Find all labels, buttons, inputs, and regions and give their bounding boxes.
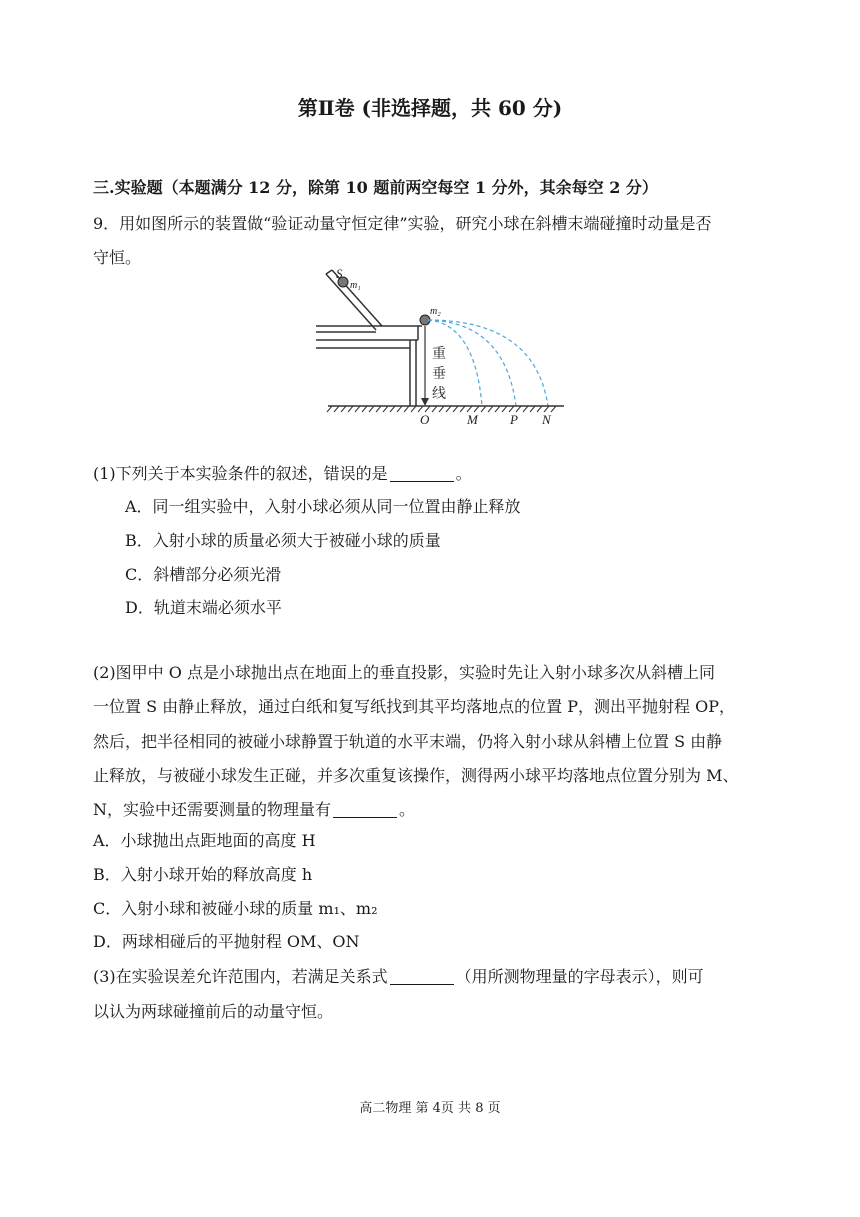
hatch-mark <box>453 406 458 412</box>
part2-line2: 一位置 S 由静止释放，通过白纸和复写纸找到其平均落地点的位置 P，测出平抛射程 OP， <box>93 697 735 716</box>
page-footer: 高二物理 第 4页 共 8 页 <box>359 1101 501 1116</box>
hatch-mark <box>390 406 395 412</box>
question9-line2: 守恒。 <box>93 248 142 267</box>
hatch-mark <box>481 406 486 412</box>
part2-last-line-end: 。 <box>399 800 416 819</box>
hatch-mark <box>383 406 388 412</box>
part1-option-d: D．轨道末端必须水平 <box>125 598 282 617</box>
hatch-mark <box>446 406 451 412</box>
part2-option-b: B．入射小球开始的释放高度 h <box>93 865 313 884</box>
label-m2: m₂ <box>430 306 441 317</box>
part1-answer-blank[interactable] <box>390 465 454 482</box>
part2-line5 <box>93 799 415 821</box>
page-title: 第Ⅱ卷 (非选择题，共 60 分) <box>297 96 563 120</box>
part3-answer-blank[interactable] <box>390 968 454 985</box>
part2-option-a: A．小球抛出点距地面的高度 H <box>93 831 316 850</box>
part2-line4: 止释放，与被碰小球发生正碰，并多次重复该操作，测得两小球平均落地点位置分别为 M、 <box>93 766 739 785</box>
experiment-figure <box>310 262 575 436</box>
hatch-mark <box>439 406 444 412</box>
label-M: M <box>467 412 478 427</box>
section-heading: 三.实验题（本题满分 12 分，除第 10 题前两空每空 1 分外，其余每空 2 分） <box>93 178 658 197</box>
part3-line1 <box>93 966 704 988</box>
hatch-mark <box>523 406 528 412</box>
part1-option-a: A．同一组实验中，入射小球必须从同一位置由静止释放 <box>125 497 521 516</box>
hatch-mark <box>397 406 402 412</box>
part2-line3: 然后，把半径相同的被碰小球静置于轨道的水平末端，仍将入射小球从斜槽上位置 S 由静 <box>93 732 723 751</box>
hatch-mark <box>341 406 346 412</box>
part3-line1-end: （用所测物理量的字母表示），则可 <box>455 967 704 986</box>
part1-stem-end: 。 <box>455 464 472 483</box>
hatch-mark <box>488 406 493 412</box>
part1-option-c: C．斜槽部分必须光滑 <box>125 565 282 584</box>
apparatus-diagram <box>310 262 575 432</box>
hatch-mark <box>334 406 339 412</box>
hatch-mark <box>551 406 556 412</box>
hatch-mark <box>404 406 409 412</box>
part3-line2: 以认为两球碰撞前后的动量守恒。 <box>93 1002 334 1021</box>
incline-top-cap <box>326 270 332 274</box>
plumb-arrow <box>421 398 429 406</box>
plumb-label-1: 重 <box>432 347 446 362</box>
plumb-label-3: 线 <box>432 387 446 402</box>
hatch-mark <box>362 406 367 412</box>
label-m1: m₁ <box>350 280 361 291</box>
hatch-mark <box>495 406 500 412</box>
part2-option-d: D．两球相碰后的平抛射程 OM、ON <box>93 932 360 951</box>
hatch-mark <box>327 406 332 412</box>
part2-line1: (2)图甲中 O 点是小球抛出点在地面上的垂直投影，实验时先让入射小球多次从斜槽上同 <box>93 663 715 682</box>
label-P: P <box>510 412 518 427</box>
ground-hatching <box>327 406 556 412</box>
part2-answer-blank[interactable] <box>333 801 397 818</box>
label-S: S <box>336 266 343 281</box>
question9-line1: 9．用如图所示的装置做“验证动量守恒定律”实验，研究小球在斜槽末端碰撞时动量是否 <box>93 214 712 233</box>
label-N: N <box>542 412 551 427</box>
plumb-label-2: 垂 <box>432 367 446 382</box>
hatch-mark <box>369 406 374 412</box>
hatch-mark <box>411 406 416 412</box>
hatch-mark <box>376 406 381 412</box>
hatch-mark <box>530 406 535 412</box>
hatch-mark <box>348 406 353 412</box>
hatch-mark <box>432 406 437 412</box>
part2-option-c: C．入射小球和被碰小球的质量 m₁、m₂ <box>93 899 378 918</box>
hatch-mark <box>502 406 507 412</box>
part1-stem-text: (1)下列关于本实验条件的叙述，错误的是 <box>93 464 388 483</box>
part3-line1-start: (3)在实验误差允许范围内，若满足关系式 <box>93 967 388 986</box>
hatch-mark <box>460 406 465 412</box>
hatch-mark <box>355 406 360 412</box>
part2-last-line: N，实验中还需要测量的物理量有 <box>93 800 332 819</box>
trajectory-N <box>428 320 548 406</box>
label-O: O <box>420 412 430 427</box>
part1-option-b: B．入射小球的质量必须大于被碰小球的质量 <box>125 531 441 550</box>
part1-stem <box>93 463 472 485</box>
